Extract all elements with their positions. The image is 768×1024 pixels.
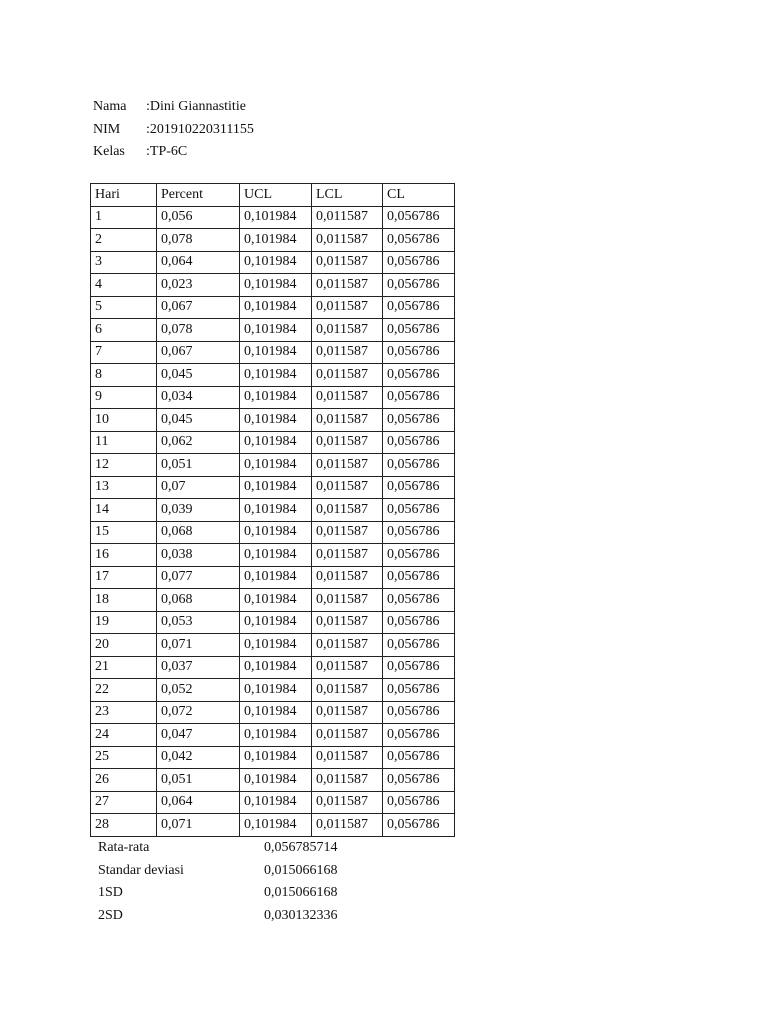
table-row: [91, 206, 455, 229]
table-cell-lcl: 0,011587: [312, 364, 383, 387]
table-cell-hari: 16: [91, 544, 157, 567]
table-cell-cl: 0,056786: [383, 319, 455, 342]
table-cell-ucl: 0,101984: [240, 701, 312, 724]
table-cell-hari: 27: [91, 791, 157, 814]
table-cell-lcl: 0,011587: [312, 746, 383, 769]
table-cell-percent: 0,051: [157, 769, 240, 792]
table-cell-percent: 0,07: [157, 476, 240, 499]
table-cell-hari: 22: [91, 679, 157, 702]
table-row: [91, 251, 455, 274]
table-cell-lcl: 0,011587: [312, 679, 383, 702]
table-cell-cl: 0,056786: [383, 791, 455, 814]
table-cell-hari: 15: [91, 521, 157, 544]
table-cell-lcl: 0,011587: [312, 454, 383, 477]
table-row: [91, 611, 455, 634]
two-sd-label: 2SD: [98, 907, 123, 923]
table-cell-ucl: 0,101984: [240, 589, 312, 612]
table-cell-hari: 3: [91, 251, 157, 274]
table-cell-cl: 0,056786: [383, 746, 455, 769]
table-cell-lcl: 0,011587: [312, 431, 383, 454]
table-cell-cl: 0,056786: [383, 476, 455, 499]
table-cell-ucl: 0,101984: [240, 499, 312, 522]
column-header-lcl: LCL: [312, 184, 383, 207]
mean-value: 0,056785714: [264, 840, 338, 855]
table-cell-percent: 0,042: [157, 746, 240, 769]
stat-row-2sd: [98, 905, 338, 928]
column-header-percent: Percent: [157, 184, 240, 207]
table-cell-cl: 0,056786: [383, 296, 455, 319]
table-cell-ucl: 0,101984: [240, 656, 312, 679]
control-chart-table: [90, 183, 455, 837]
one-sd-label: 1SD: [98, 885, 123, 900]
table-cell-ucl: 0,101984: [240, 409, 312, 432]
table-cell-hari: 28: [91, 814, 157, 837]
class-value: :TP-6C: [146, 144, 188, 159]
table-row: [91, 296, 455, 319]
name-label: Nama: [93, 99, 127, 114]
table-cell-cl: 0,056786: [383, 679, 455, 702]
table-cell-lcl: 0,011587: [312, 274, 383, 297]
table-cell-cl: 0,056786: [383, 454, 455, 477]
table-cell-cl: 0,056786: [383, 566, 455, 589]
table-cell-percent: 0,038: [157, 544, 240, 567]
table-row: [91, 769, 455, 792]
table-cell-hari: 4: [91, 274, 157, 297]
table-cell-ucl: 0,101984: [240, 679, 312, 702]
table-cell-cl: 0,056786: [383, 814, 455, 837]
table-cell-lcl: 0,011587: [312, 769, 383, 792]
std-dev-label: Standar deviasi: [98, 862, 184, 878]
table-cell-lcl: 0,011587: [312, 499, 383, 522]
nim-row: [93, 119, 254, 142]
student-info: [93, 96, 254, 164]
table-cell-hari: 18: [91, 589, 157, 612]
stat-row-mean: [98, 837, 338, 860]
table-cell-lcl: 0,011587: [312, 589, 383, 612]
table-cell-ucl: 0,101984: [240, 769, 312, 792]
table-cell-lcl: 0,011587: [312, 544, 383, 567]
stat-row-1sd: [98, 882, 338, 905]
table-cell-ucl: 0,101984: [240, 341, 312, 364]
table-row: [91, 634, 455, 657]
table-cell-percent: 0,072: [157, 701, 240, 724]
table-cell-percent: 0,047: [157, 724, 240, 747]
table-row: [91, 724, 455, 747]
table-cell-lcl: 0,011587: [312, 386, 383, 409]
table-row: [91, 274, 455, 297]
table-row: [91, 364, 455, 387]
table-cell-lcl: 0,011587: [312, 476, 383, 499]
table-cell-percent: 0,037: [157, 656, 240, 679]
table-cell-ucl: 0,101984: [240, 476, 312, 499]
table-cell-ucl: 0,101984: [240, 611, 312, 634]
table-cell-lcl: 0,011587: [312, 656, 383, 679]
table-cell-lcl: 0,011587: [312, 229, 383, 252]
table-cell-percent: 0,071: [157, 814, 240, 837]
table-cell-hari: 1: [91, 206, 157, 229]
table-row: [91, 679, 455, 702]
table-row: [91, 229, 455, 252]
table-cell-cl: 0,056786: [383, 611, 455, 634]
table-cell-percent: 0,056: [157, 206, 240, 229]
table-cell-lcl: 0,011587: [312, 724, 383, 747]
table-cell-ucl: 0,101984: [240, 724, 312, 747]
table-cell-cl: 0,056786: [383, 634, 455, 657]
table-cell-cl: 0,056786: [383, 431, 455, 454]
table-cell-lcl: 0,011587: [312, 611, 383, 634]
table-cell-ucl: 0,101984: [240, 319, 312, 342]
table-cell-percent: 0,064: [157, 791, 240, 814]
table-cell-ucl: 0,101984: [240, 521, 312, 544]
column-header-hari: Hari: [91, 184, 157, 207]
table-row: [91, 566, 455, 589]
table-cell-cl: 0,056786: [383, 589, 455, 612]
table-cell-percent: 0,039: [157, 499, 240, 522]
table-cell-ucl: 0,101984: [240, 454, 312, 477]
table-cell-hari: 23: [91, 701, 157, 724]
table-cell-cl: 0,056786: [383, 229, 455, 252]
table-cell-ucl: 0,101984: [240, 229, 312, 252]
table-cell-hari: 7: [91, 341, 157, 364]
table-cell-percent: 0,068: [157, 521, 240, 544]
table-row: [91, 386, 455, 409]
table-row: [91, 589, 455, 612]
table-cell-lcl: 0,011587: [312, 296, 383, 319]
table-cell-cl: 0,056786: [383, 251, 455, 274]
table-cell-percent: 0,077: [157, 566, 240, 589]
table-cell-percent: 0,067: [157, 296, 240, 319]
table-cell-hari: 13: [91, 476, 157, 499]
table-row: [91, 409, 455, 432]
table-cell-cl: 0,056786: [383, 724, 455, 747]
table-cell-percent: 0,023: [157, 274, 240, 297]
table-row: [91, 454, 455, 477]
table-row: [91, 499, 455, 522]
class-label: Kelas: [93, 144, 125, 159]
table-cell-hari: 12: [91, 454, 157, 477]
table-cell-percent: 0,034: [157, 386, 240, 409]
table-row: [91, 701, 455, 724]
table-cell-hari: 19: [91, 611, 157, 634]
table-row: [91, 814, 455, 837]
table-cell-ucl: 0,101984: [240, 791, 312, 814]
table-cell-cl: 0,056786: [383, 206, 455, 229]
table-cell-ucl: 0,101984: [240, 251, 312, 274]
table-cell-percent: 0,045: [157, 409, 240, 432]
table-row: [91, 746, 455, 769]
table-cell-hari: 25: [91, 746, 157, 769]
table-cell-lcl: 0,011587: [312, 206, 383, 229]
table-cell-cl: 0,056786: [383, 341, 455, 364]
table-cell-hari: 24: [91, 724, 157, 747]
table-cell-lcl: 0,011587: [312, 319, 383, 342]
table-cell-percent: 0,051: [157, 454, 240, 477]
table-cell-cl: 0,056786: [383, 701, 455, 724]
table-cell-hari: 6: [91, 319, 157, 342]
table-cell-percent: 0,078: [157, 319, 240, 342]
table-header-row: [91, 184, 455, 207]
table-cell-hari: 8: [91, 364, 157, 387]
one-sd-value: 0,015066168: [264, 885, 338, 900]
table-cell-ucl: 0,101984: [240, 814, 312, 837]
table-row: [91, 656, 455, 679]
class-row: [93, 141, 254, 164]
table-cell-percent: 0,052: [157, 679, 240, 702]
table-cell-lcl: 0,011587: [312, 341, 383, 364]
table-cell-hari: 11: [91, 431, 157, 454]
table-cell-hari: 20: [91, 634, 157, 657]
table-cell-percent: 0,053: [157, 611, 240, 634]
table-cell-lcl: 0,011587: [312, 701, 383, 724]
table-cell-lcl: 0,011587: [312, 814, 383, 837]
name-row: [93, 96, 254, 119]
table-cell-cl: 0,056786: [383, 386, 455, 409]
table-cell-cl: 0,056786: [383, 769, 455, 792]
column-header-ucl: UCL: [240, 184, 312, 207]
table-cell-percent: 0,064: [157, 251, 240, 274]
table-cell-hari: 17: [91, 566, 157, 589]
mean-label: Rata-rata: [98, 840, 150, 855]
table-body: [91, 206, 455, 836]
table-row: [91, 341, 455, 364]
nim-value: :201910220311155: [146, 121, 254, 137]
table-cell-cl: 0,056786: [383, 364, 455, 387]
table-cell-hari: 21: [91, 656, 157, 679]
two-sd-value: 0,030132336: [264, 907, 338, 923]
table-cell-lcl: 0,011587: [312, 409, 383, 432]
name-value: :Dini Giannastitie: [146, 99, 246, 114]
table-row: [91, 476, 455, 499]
table-cell-lcl: 0,011587: [312, 791, 383, 814]
table-cell-percent: 0,067: [157, 341, 240, 364]
table-row: [91, 431, 455, 454]
table-cell-percent: 0,071: [157, 634, 240, 657]
table-cell-hari: 10: [91, 409, 157, 432]
std-dev-value: 0,015066168: [264, 862, 338, 878]
table-cell-percent: 0,062: [157, 431, 240, 454]
table-cell-hari: 9: [91, 386, 157, 409]
table-cell-lcl: 0,011587: [312, 521, 383, 544]
table-cell-lcl: 0,011587: [312, 251, 383, 274]
table-cell-hari: 2: [91, 229, 157, 252]
table-cell-ucl: 0,101984: [240, 746, 312, 769]
table-cell-hari: 5: [91, 296, 157, 319]
table-row: [91, 544, 455, 567]
table-cell-ucl: 0,101984: [240, 296, 312, 319]
table-cell-ucl: 0,101984: [240, 634, 312, 657]
table-cell-ucl: 0,101984: [240, 431, 312, 454]
summary-stats: [98, 837, 338, 927]
table-cell-percent: 0,068: [157, 589, 240, 612]
table-cell-cl: 0,056786: [383, 499, 455, 522]
table-row: [91, 319, 455, 342]
table-cell-percent: 0,078: [157, 229, 240, 252]
stat-row-std-dev: [98, 860, 338, 883]
table-row: [91, 521, 455, 544]
table-cell-ucl: 0,101984: [240, 206, 312, 229]
table-cell-ucl: 0,101984: [240, 274, 312, 297]
table-cell-ucl: 0,101984: [240, 566, 312, 589]
table-cell-percent: 0,045: [157, 364, 240, 387]
table-cell-cl: 0,056786: [383, 656, 455, 679]
table-cell-hari: 26: [91, 769, 157, 792]
table-row: [91, 791, 455, 814]
table-cell-cl: 0,056786: [383, 544, 455, 567]
table-cell-ucl: 0,101984: [240, 386, 312, 409]
nim-label: NIM: [93, 121, 121, 137]
table-cell-cl: 0,056786: [383, 521, 455, 544]
table-cell-ucl: 0,101984: [240, 544, 312, 567]
table-cell-lcl: 0,011587: [312, 566, 383, 589]
table-cell-hari: 14: [91, 499, 157, 522]
table-cell-lcl: 0,011587: [312, 634, 383, 657]
table-cell-cl: 0,056786: [383, 409, 455, 432]
column-header-cl: CL: [383, 184, 455, 207]
table-cell-ucl: 0,101984: [240, 364, 312, 387]
table-cell-cl: 0,056786: [383, 274, 455, 297]
